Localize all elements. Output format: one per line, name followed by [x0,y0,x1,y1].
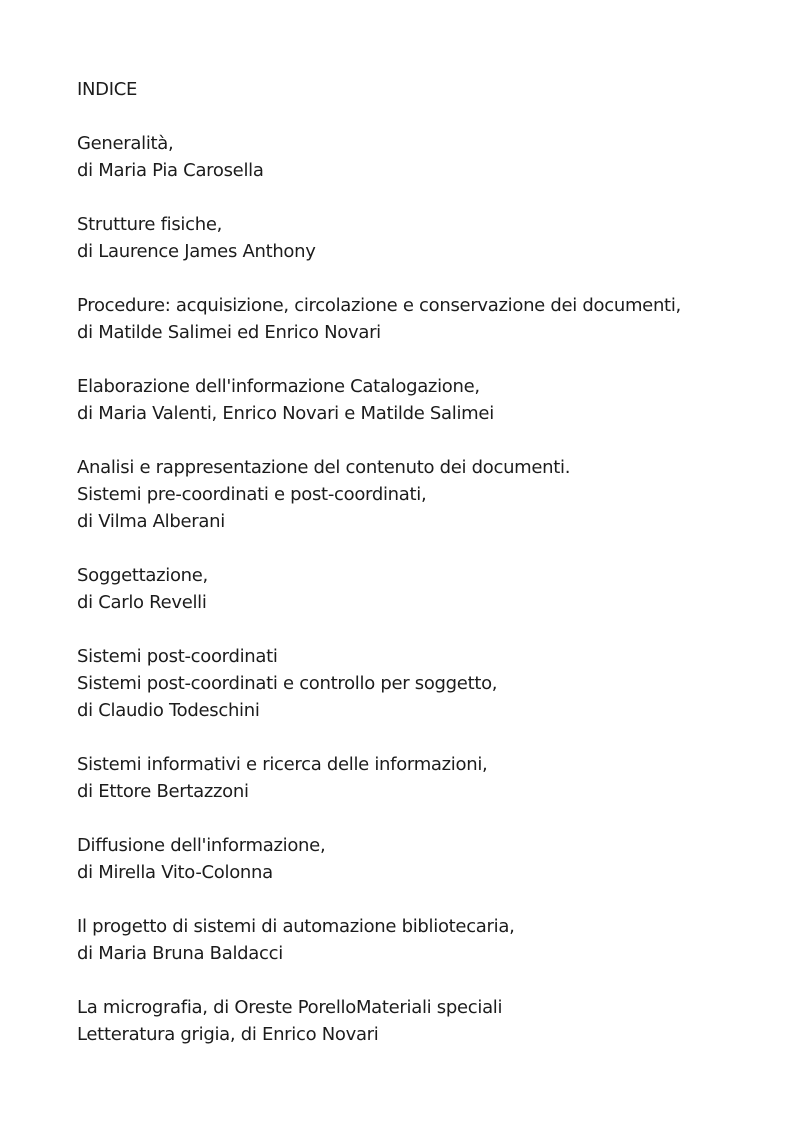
toc-entry-title: Diffusione dell'informazione, [77,835,326,856]
toc-entry [77,562,777,616]
toc-entry-title: Strutture fisiche, [77,214,223,235]
toc-entry-title: Analisi e rappresentazione del contenuto dei documenti. [77,457,571,478]
toc-entry [77,130,777,184]
toc-entry-author: di Vilma Alberani [77,511,225,532]
toc-entry [77,373,777,427]
toc-entry-title: Letteratura grigia, di Enrico Novari [77,1024,379,1045]
toc-entry [77,211,777,265]
toc-entry-author: di Claudio Todeschini [77,700,260,721]
toc-entry-title: La micrografia, di Oreste PorelloMateriali speciali [77,997,503,1018]
toc-entry-author: di Maria Bruna Baldacci [77,943,283,964]
toc-entry-author: di Laurence James Anthony [77,241,316,262]
toc-entry-author: di Maria Valenti, Enrico Novari e Matilde Salimei [77,403,494,424]
toc-entry-subtitle: Sistemi post-coordinati e controllo per soggetto, [77,673,498,694]
toc-entry-subtitle: Sistemi pre-coordinati e post-coordinati, [77,484,427,505]
toc-entry [77,994,777,1048]
toc-entry-author: di Carlo Revelli [77,592,207,613]
toc-entry-title: Il progetto di sistemi di automazione bibliotecaria, [77,916,515,937]
toc-entry-author: di Ettore Bertazzoni [77,781,249,802]
toc-entry-title: Sistemi post-coordinati [77,646,278,667]
toc-entry [77,454,777,535]
table-of-contents [77,76,777,1075]
toc-entry [77,292,777,346]
toc-entry-title: Generalità, [77,133,174,154]
toc-entry [77,643,777,724]
toc-entry-author: di Maria Pia Carosella [77,160,264,181]
toc-entry-author: di Mirella Vito-Colonna [77,862,273,883]
toc-entry [77,913,777,967]
toc-entry-title: Sistemi informativi e ricerca delle informazioni, [77,754,488,775]
toc-heading: INDICE [77,79,138,100]
toc-entry-title: Elaborazione dell'informazione Catalogazione, [77,376,480,397]
toc-entry [77,751,777,805]
toc-entry-title: Procedure: acquisizione, circolazione e conservazione dei documenti, [77,295,681,316]
toc-entry-title: Soggettazione, [77,565,208,586]
toc-entry-author: di Matilde Salimei ed Enrico Novari [77,322,381,343]
toc-entry [77,832,777,886]
